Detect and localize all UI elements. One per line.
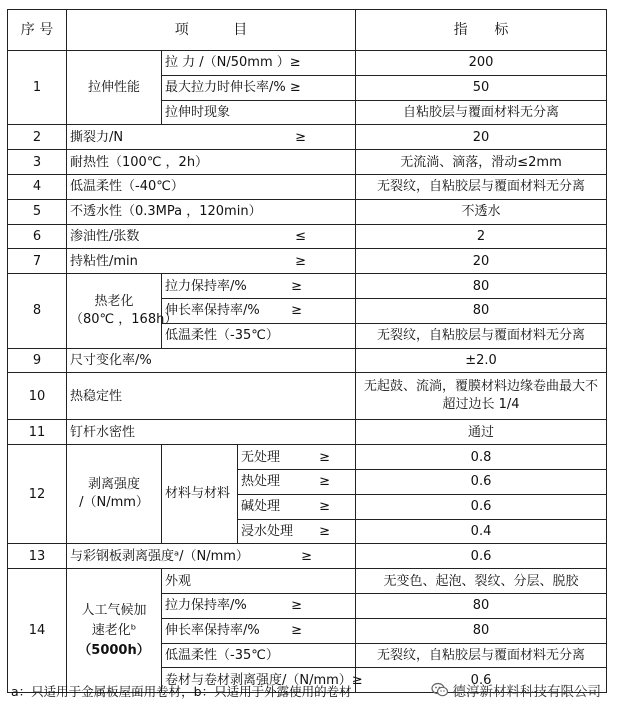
header-row bbox=[8, 10, 607, 51]
item-value: 0.6 bbox=[356, 668, 607, 693]
subgroup-label: 材料与材料 bbox=[162, 445, 238, 544]
table-row bbox=[8, 420, 607, 445]
item-label: 伸长率保持率/% bbox=[165, 623, 260, 639]
group-label: 热老化 bbox=[94, 293, 134, 309]
comparison-symbol: ≥ bbox=[291, 303, 303, 319]
item-value: 无裂纹，自粘胶层与覆面材料无分离 bbox=[356, 323, 607, 348]
comparison-symbol: ≤ bbox=[295, 228, 307, 244]
comparison-symbol: ≥ bbox=[295, 129, 307, 145]
row-number: 10 bbox=[8, 373, 67, 420]
row-number: 7 bbox=[8, 249, 67, 274]
footnote: a：只适用于金属板屋面用卷材，b：只适用于外露使用的卷材 bbox=[11, 684, 352, 699]
item-value: 0.4 bbox=[356, 519, 607, 544]
item-label: 外观 bbox=[162, 569, 356, 594]
item-label: 不透水性（0.3MPa ，120min） bbox=[67, 199, 356, 224]
comparison-symbol: ≥ bbox=[319, 523, 331, 539]
item-value: 80 bbox=[356, 618, 607, 643]
item-value: 0.6 bbox=[356, 544, 607, 569]
table-row bbox=[8, 569, 607, 594]
item-value: 2 bbox=[356, 224, 607, 249]
table-row bbox=[8, 224, 607, 249]
row-number: 6 bbox=[8, 224, 67, 249]
group-unit: /（N/mm） bbox=[79, 495, 149, 511]
row-number: 8 bbox=[8, 274, 67, 348]
wechat-icon bbox=[431, 682, 449, 698]
comparison-symbol: ≥ bbox=[319, 474, 331, 490]
item-value: 20 bbox=[356, 249, 607, 274]
table-row bbox=[8, 150, 607, 175]
row-number: 12 bbox=[8, 445, 67, 544]
item-value: 80 bbox=[356, 593, 607, 618]
item-label: 最大拉力时伸长率/% ≥ bbox=[162, 75, 356, 100]
item-value: 不透水 bbox=[356, 199, 607, 224]
item-label: 碱处理 bbox=[241, 499, 281, 515]
group-label: 人工气候加 bbox=[81, 602, 147, 618]
group-label-cont: 速老化ᵇ bbox=[91, 622, 137, 638]
item-label: 低温柔性（-35℃） bbox=[162, 643, 356, 668]
item-value: 无裂纹，自粘胶层与覆面材料无分离 bbox=[356, 174, 607, 199]
item-value: 自粘胶层与覆面材料无分离 bbox=[356, 100, 607, 125]
table-row bbox=[8, 51, 607, 76]
comparison-symbol: ≥ bbox=[319, 449, 331, 465]
item-label: 热稳定性 bbox=[67, 373, 356, 420]
group-label: 拉伸性能 bbox=[67, 51, 162, 125]
table-row bbox=[8, 348, 607, 373]
row-number: 1 bbox=[8, 51, 67, 125]
row-number: 13 bbox=[8, 544, 67, 569]
table-row bbox=[8, 249, 607, 274]
row-number: 9 bbox=[8, 348, 67, 373]
item-value: 200 bbox=[356, 51, 607, 76]
item-value: 50 bbox=[356, 75, 607, 100]
item-label: 耐热性（100℃ ，2h） bbox=[67, 150, 356, 175]
item-value: 80 bbox=[356, 274, 607, 299]
row-number: 4 bbox=[8, 174, 67, 199]
item-label: 低温柔性（-35℃） bbox=[162, 323, 356, 348]
item-value: 无流淌、滴落，滑动≤2mm bbox=[356, 150, 607, 175]
item-value: ±2.0 bbox=[356, 348, 607, 373]
item-value: 无起鼓、流淌，覆膜材料边缘卷曲最大不超过边长 1/4 bbox=[356, 373, 607, 420]
table-row bbox=[8, 125, 607, 150]
table-row bbox=[8, 445, 607, 470]
watermark-text: 德淳新材料科技有限公司 bbox=[452, 684, 601, 700]
item-value: 0.8 bbox=[356, 445, 607, 470]
item-label: 拉力保持率/% bbox=[165, 278, 247, 294]
table-row bbox=[8, 199, 607, 224]
table-row bbox=[8, 274, 607, 299]
row-number: 2 bbox=[8, 125, 67, 150]
item-label: 渗油性/张数 bbox=[70, 228, 140, 244]
watermark bbox=[431, 680, 602, 700]
item-value: 无裂纹，自粘胶层与覆面材料无分离 bbox=[356, 643, 607, 668]
comparison-symbol: ≥ bbox=[295, 253, 307, 269]
item-label: 热处理 bbox=[241, 474, 281, 490]
group-duration: （5000h） bbox=[78, 642, 150, 658]
item-label: 钉杆水密性 bbox=[67, 420, 356, 445]
item-label: 拉 力 /（N/50mm ）≥ bbox=[162, 51, 356, 76]
header-item: 项 目 bbox=[67, 10, 356, 51]
item-value: 80 bbox=[356, 298, 607, 323]
group-label: 剥离强度 bbox=[87, 477, 140, 493]
item-label: 尺寸变化率/% bbox=[67, 348, 356, 373]
row-number: 5 bbox=[8, 199, 67, 224]
item-value: 通过 bbox=[356, 420, 607, 445]
item-label: 卷材与卷材剥离强度/（N/mm）≥ bbox=[162, 668, 356, 693]
comparison-symbol: ≥ bbox=[301, 548, 313, 564]
item-value: 无变色、起泡、裂纹、分层、脱胶 bbox=[356, 569, 607, 594]
comparison-symbol: ≥ bbox=[291, 623, 303, 639]
item-label: 持粘性/min bbox=[70, 253, 138, 269]
table-row bbox=[8, 544, 607, 569]
item-label: 无处理 bbox=[241, 449, 281, 465]
group-condition: （80℃ ，168h） bbox=[70, 311, 178, 327]
row-number: 3 bbox=[8, 150, 67, 175]
item-value: 20 bbox=[356, 125, 607, 150]
header-index: 指 标 bbox=[356, 10, 607, 51]
item-label: 撕裂力/N bbox=[70, 129, 124, 145]
comparison-symbol: ≥ bbox=[291, 278, 303, 294]
item-label: 伸长率保持率/% bbox=[165, 303, 260, 319]
comparison-symbol: ≥ bbox=[291, 598, 303, 614]
row-number: 11 bbox=[8, 420, 67, 445]
item-label: 与彩钢板剥离强度ᵃ/（N/mm） bbox=[70, 548, 249, 564]
item-value: 0.6 bbox=[356, 494, 607, 519]
item-label: 拉力保持率/% bbox=[165, 598, 247, 614]
item-value: 0.6 bbox=[356, 469, 607, 494]
item-label: 浸水处理 bbox=[241, 523, 294, 539]
spec-table bbox=[7, 9, 607, 693]
row-number: 14 bbox=[8, 569, 67, 693]
item-label: 低温柔性（-40℃） bbox=[67, 174, 356, 199]
comparison-symbol: ≥ bbox=[319, 499, 331, 515]
header-seq: 序 号 bbox=[8, 10, 67, 51]
table-row bbox=[8, 174, 607, 199]
item-label: 拉伸时现象 bbox=[162, 100, 356, 125]
table-row bbox=[8, 373, 607, 420]
